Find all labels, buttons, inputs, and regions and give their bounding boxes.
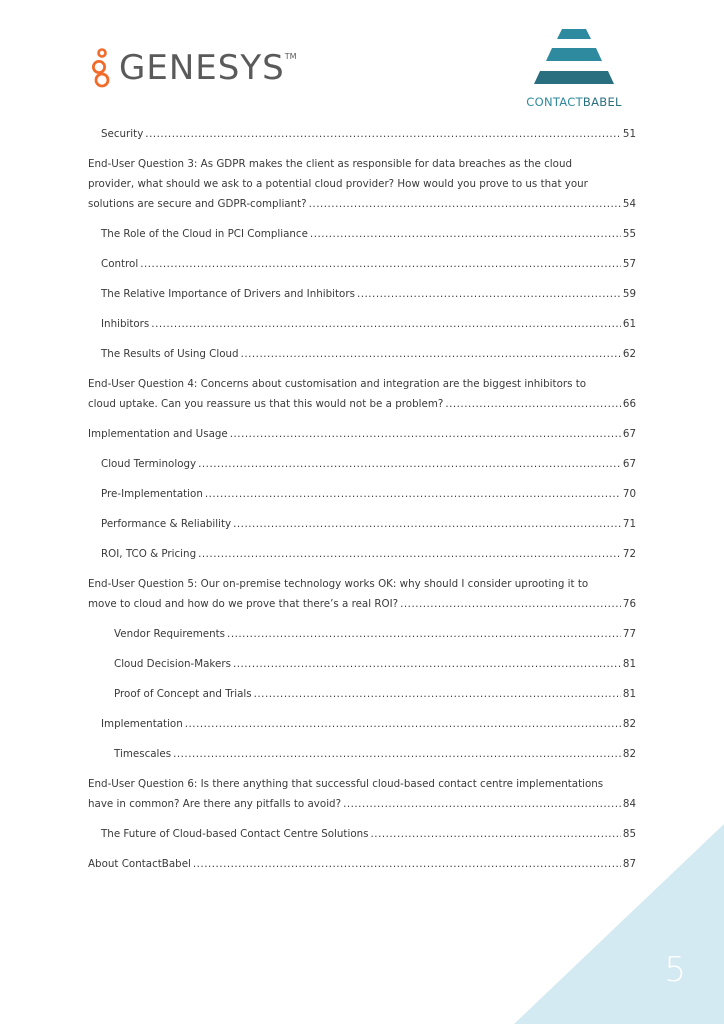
toc-entry-performance-reliability[interactable] <box>88 514 636 534</box>
toc-entry-title: Timescales <box>114 748 172 760</box>
toc-entry-future-of-cloud[interactable] <box>88 824 636 844</box>
toc-entry-page: 76 <box>622 598 636 610</box>
dot-leader <box>357 284 621 304</box>
dot-leader <box>400 594 621 614</box>
toc-entry-page: 84 <box>622 798 636 810</box>
toc-entry-page: 81 <box>622 688 636 700</box>
toc-entry-roi-tco-pricing[interactable] <box>88 544 636 564</box>
toc-entry-page: 55 <box>622 228 636 240</box>
toc-entry-implementation-usage[interactable] <box>88 424 636 444</box>
dot-leader <box>140 254 621 274</box>
toc-entry-title: Inhibitors <box>101 318 150 330</box>
toc-entry-cloud-terminology[interactable] <box>88 454 636 474</box>
dot-leader <box>173 744 621 764</box>
toc-entry-cloud-decision-makers[interactable] <box>88 654 636 674</box>
toc-entry-title: The Relative Importance of Drivers and Inhibitors <box>101 288 355 300</box>
toc-entry-line: End-User Question 5: Our on-premise technology works OK: why should I consider uprooting it to <box>88 578 589 590</box>
toc-entry-line: End-User Question 3: As GDPR makes the client as responsible for data breaches as the cloud <box>88 158 573 170</box>
toc-entry-title: Cloud Decision-Makers <box>114 658 231 670</box>
toc-entry-results-of-cloud[interactable] <box>88 344 636 364</box>
contactbabel-word-babel: BABEL <box>582 95 622 109</box>
toc-entry-title: Security <box>101 128 144 140</box>
toc-entry-security[interactable] <box>88 124 636 144</box>
dot-leader <box>205 484 621 504</box>
toc-entry-about-contactbabel[interactable] <box>88 854 636 874</box>
genesys-wordmark: GENESYS <box>119 48 285 88</box>
dot-leader <box>233 514 621 534</box>
toc-entry-title: cloud uptake. Can you reassure us that this would not be a problem? <box>88 398 444 410</box>
toc-entry-control[interactable] <box>88 254 636 274</box>
toc-entry-timescales[interactable] <box>88 744 636 764</box>
toc-entry-page: 67 <box>622 458 636 470</box>
toc-entry-page: 71 <box>622 518 636 530</box>
dot-leader <box>343 794 621 814</box>
toc-entry-title: Pre-Implementation <box>101 488 203 500</box>
toc-entry-implementation[interactable] <box>88 714 636 734</box>
toc-entry-page: 87 <box>622 858 636 870</box>
toc-entry-title: Proof of Concept and Trials <box>114 688 252 700</box>
toc-entry-title: solutions are secure and GDPR-compliant? <box>88 198 307 210</box>
toc-entry-inhibitors[interactable] <box>88 314 636 334</box>
toc-entry-question-5[interactable] <box>88 574 636 614</box>
toc-entry-page: 66 <box>622 398 636 410</box>
toc-entry-title: ROI, TCO & Pricing <box>101 548 197 560</box>
dot-leader <box>198 454 621 474</box>
toc-entry-page: 54 <box>622 198 636 210</box>
toc-entry-page: 67 <box>622 428 636 440</box>
toc-entry-page: 57 <box>622 258 636 270</box>
contactbabel-wordmark <box>518 95 630 109</box>
dot-leader <box>230 424 621 444</box>
genesys-logo <box>91 48 296 88</box>
dot-leader <box>185 714 621 734</box>
toc-entry-title: The Results of Using Cloud <box>101 348 239 360</box>
dot-leader <box>227 624 621 644</box>
contactbabel-word-contact: CONTACT <box>526 95 583 109</box>
toc-entry-question-3[interactable] <box>88 154 636 214</box>
dot-leader <box>309 194 621 214</box>
contactbabel-pyramid-icon <box>518 26 630 88</box>
toc-entry-question-6[interactable] <box>88 774 636 814</box>
toc-entry-title: Control <box>101 258 139 270</box>
page-number: 5 <box>664 950 686 990</box>
toc-entry-title: The Role of the Cloud in PCI Compliance <box>101 228 308 240</box>
toc-entry-page: 82 <box>622 748 636 760</box>
toc-entry-page: 59 <box>622 288 636 300</box>
contactbabel-logo <box>518 26 630 109</box>
toc-entry-title: Performance & Reliability <box>101 518 232 530</box>
toc-entry-drivers-inhibitors[interactable] <box>88 284 636 304</box>
dot-leader <box>151 314 621 334</box>
toc-entry-title: About ContactBabel <box>88 858 191 870</box>
dot-leader <box>254 684 621 704</box>
toc-entry-pre-implementation[interactable] <box>88 484 636 504</box>
toc-entry-title: move to cloud and how do we prove that there’s a real ROI? <box>88 598 399 610</box>
toc-entry-title: Vendor Requirements <box>114 628 226 640</box>
toc-entry-line: End-User Question 6: Is there anything that successful cloud-based contact centre implementations <box>88 778 604 790</box>
toc-entry-page: 62 <box>622 348 636 360</box>
toc-entry-title: The Future of Cloud-based Contact Centre Solutions <box>101 828 369 840</box>
toc-entry-page: 61 <box>622 318 636 330</box>
toc-entry-title: have in common? Are there any pitfalls to avoid? <box>88 798 342 810</box>
table-of-contents <box>88 124 636 884</box>
dot-leader <box>233 654 621 674</box>
toc-entry-pci-compliance[interactable] <box>88 224 636 244</box>
toc-entry-page: 85 <box>622 828 636 840</box>
genesys-mark-icon <box>91 48 113 88</box>
dot-leader <box>371 824 621 844</box>
toc-entry-page: 72 <box>622 548 636 560</box>
toc-entry-line: provider, what should we ask to a potential cloud provider? How would you prove to us that your <box>88 178 588 190</box>
toc-entry-vendor-requirements[interactable] <box>88 624 636 644</box>
dot-leader <box>241 344 621 364</box>
dot-leader <box>145 124 621 144</box>
toc-entry-page: 70 <box>622 488 636 500</box>
toc-entry-title: Implementation <box>101 718 183 730</box>
toc-entry-page: 51 <box>622 128 636 140</box>
toc-entry-line: End-User Question 4: Concerns about customisation and integration are the biggest inhibitors to <box>88 378 587 390</box>
dot-leader <box>310 224 621 244</box>
toc-entry-page: 82 <box>622 718 636 730</box>
toc-entry-title: Cloud Terminology <box>101 458 197 470</box>
toc-entry-page: 77 <box>622 628 636 640</box>
dot-leader <box>198 544 621 564</box>
dot-leader <box>193 854 621 874</box>
toc-entry-question-4[interactable] <box>88 374 636 414</box>
toc-entry-page: 81 <box>622 658 636 670</box>
toc-entry-proof-of-concept[interactable] <box>88 684 636 704</box>
trademark-mark: TM <box>284 52 297 61</box>
toc-entry-title: Implementation and Usage <box>88 428 228 440</box>
dot-leader <box>445 394 621 414</box>
